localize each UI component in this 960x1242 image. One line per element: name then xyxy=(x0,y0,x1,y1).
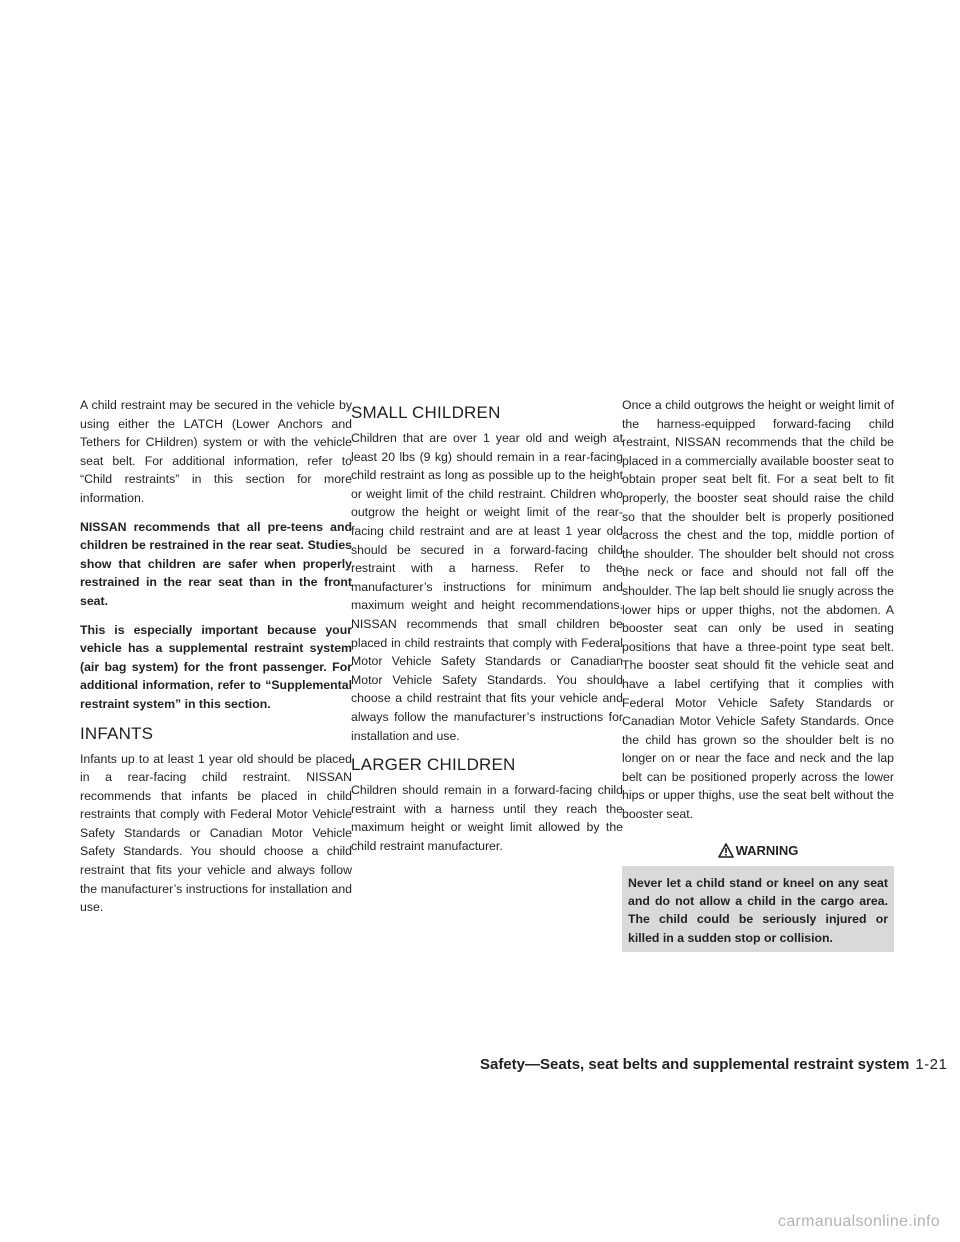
page-number: 1-21 xyxy=(915,1056,948,1073)
booster-seat-paragraph: Once a child outgrows the height or weight limit of the harness-equipped forward-facing child restraint, NISSAN recommends that the child be placed in a commercially available booster seat to obtain proper seat belt fit. For a seat belt to fit properly, the booster seat should raise the child so that the shoulder belt is properly positioned across the chest and the top, middle portion of the shoulder. The shoulder belt should not cross the neck or face and should not fall off the shoulder. The lap belt should lie snugly across the lower hips or upper thighs, not the abdomen. A booster seat can only be used in seating positions that have a three-point type seat belt. The booster seat should fit the vehicle seat and have a label certifying that it complies with Federal Motor Vehicle Safety Standards or Canadian Motor Vehicle Safety Standards. Once the child has grown so the shoulder belt is no longer on or near the face and neck and the lap belt can be positioned properly across the lower hips or upper thighs, use the seat belt without the booster seat. xyxy=(622,398,894,822)
airbag-note: This is especially important because your vehicle has a supplemental restraint system (air bag system) for the front passenger. For additional information, refer to “Supplemental restraint system” in this section. xyxy=(80,622,352,711)
small-children-paragraph: Children that are over 1 year old and weigh at least 20 lbs (9 kg) should remain in a rear-facing child restraint as long as possible up to the height or weight limit of the child restraint. Children who outgrow the height or weight limit of the rear-facing child restraint and are at least 1 year old should be secured in a forward-facing child restraint with a harness. Refer to the manufacturer’s instructions for minimum and maximum weight and height recommendations. NISSAN recommends that small children be placed in child restraints that comply with Federal Motor Vehicle Safety Standards or Canadian Motor Vehicle Safety Standards. You should choose a child restraint that fits your vehicle and always follow the manufacturer’s instructions for installation and use. xyxy=(351,431,623,743)
footer-section-title: Safety—Seats, seat belts and supplemental restraint system xyxy=(480,1056,910,1073)
column-3 xyxy=(622,396,894,952)
infants-heading: INFANTS xyxy=(80,723,154,743)
intro-paragraph: A child restraint may be secured in the vehicle by using either the LATCH (Lower Anchors and Tethers for CHildren) system or with the vehicle seat belt. For additional information, refer to “Child restraints” in this section for more information. xyxy=(80,398,352,505)
warning-header xyxy=(622,840,894,862)
small-children-heading: SMALL CHILDREN xyxy=(351,403,501,422)
column-1 xyxy=(80,396,352,927)
larger-children-heading: LARGER CHILDREN xyxy=(351,755,516,775)
watermark: carmanualsonline.info xyxy=(778,1213,940,1230)
warning-triangle-icon xyxy=(718,843,734,858)
page-footer xyxy=(480,1056,948,1073)
warning-text: Never let a child stand or kneel on any seat and do not allow a child in the cargo area. The child could be seriously injured or killed in a sudden stop or collision. xyxy=(628,875,888,945)
infants-paragraph: Infants up to at least 1 year old should be placed in a rear-facing child restraint. NISSAN recommends that infants be placed in child restraints that comply with Federal Motor Vehicle Safety Standards or Canadian Motor Vehicle Safety Standards. You should choose a child restraint that fits your vehicle and always follow the manufacturer’s instructions for installation and use. xyxy=(80,751,352,915)
rear-seat-note: NISSAN recommends that all pre-teens and children be restrained in the rear seat. Studies show that children are safer when properly restrained in the rear seat than in the front seat. xyxy=(80,519,352,608)
warning-label: WARNING xyxy=(735,843,799,859)
larger-children-paragraph: Children should remain in a forward-facing child restraint with a harness until they reach the maximum height or weight limit allowed by the child restraint manufacturer. xyxy=(351,783,623,853)
warning-block xyxy=(622,840,894,953)
column-2 xyxy=(351,396,623,865)
warning-box xyxy=(622,866,894,953)
